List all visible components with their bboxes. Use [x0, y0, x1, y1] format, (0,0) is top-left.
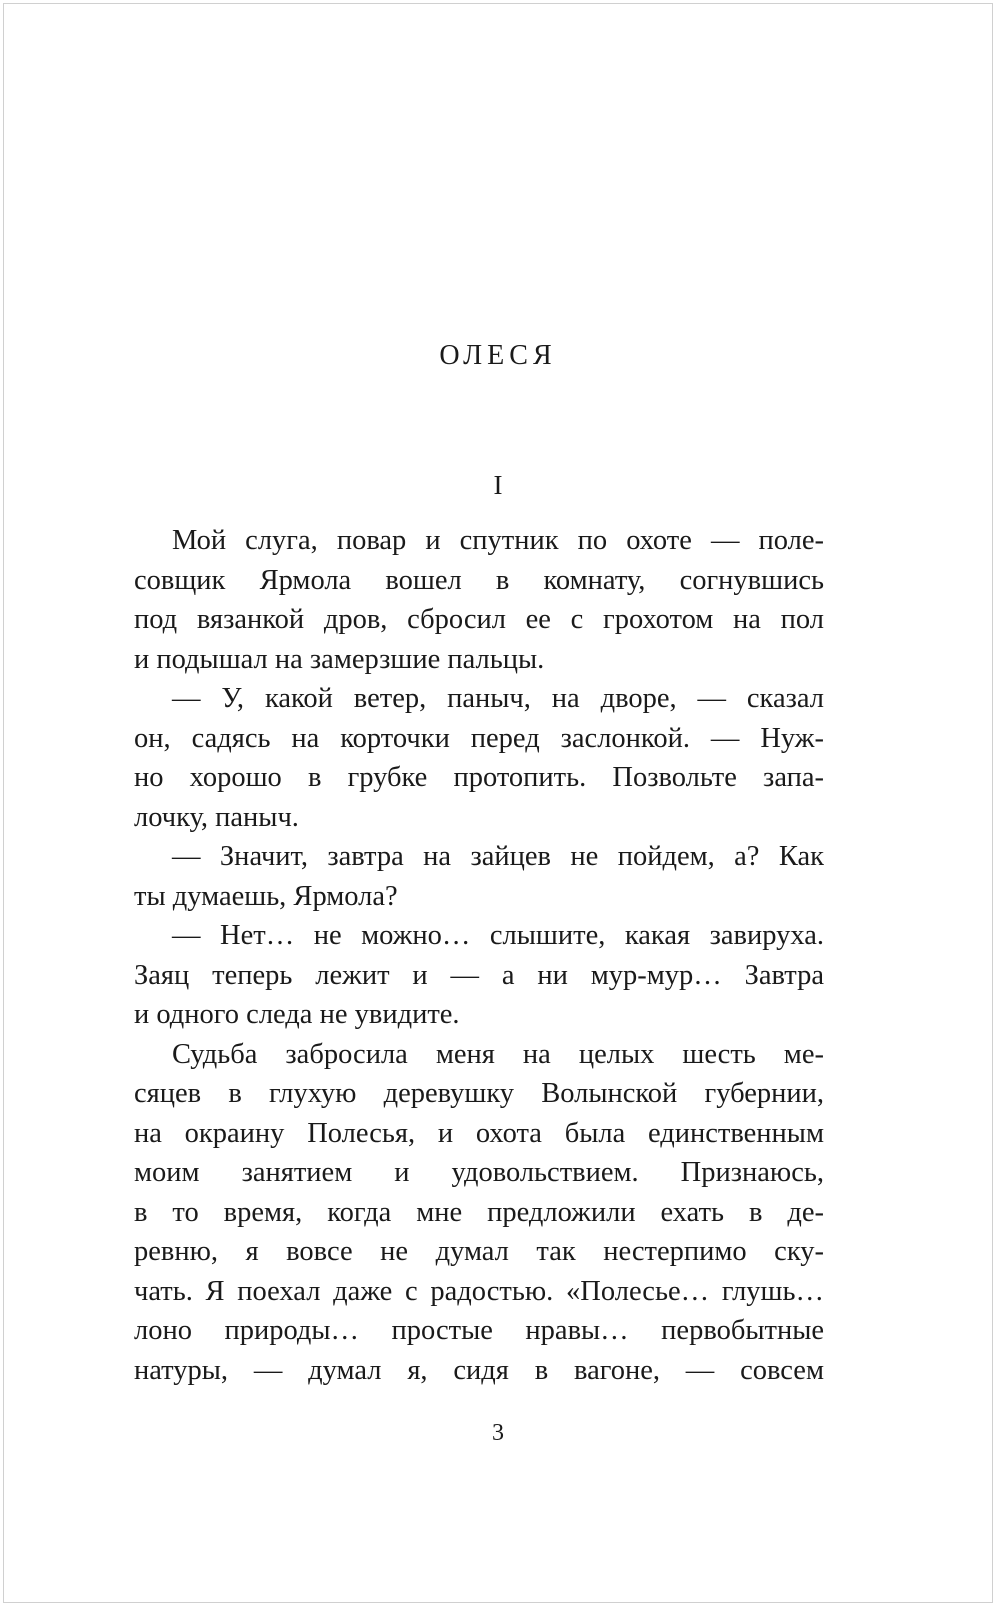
text-line: и подышал на замерзшие пальцы.	[134, 643, 545, 675]
text-line: лоно природы… простые нравы… первобытные	[134, 1315, 824, 1346]
text-line: — Значит, завтра на зайцев не пойдем, а? Как	[172, 841, 824, 872]
text-line: совщик Ярмола вошел в комнату, согнувшись	[134, 564, 824, 596]
text-line: сяцев в глухую деревушку Волынской губернии,	[134, 1078, 824, 1109]
chapter-number: I	[493, 470, 503, 500]
text-line: — Нет… не можно… слышите, какая завируха.	[172, 920, 824, 951]
text-line: — У, какой ветер, паныч, на дворе, — сказал	[172, 683, 824, 714]
text-line: Мой слуга, повар и спутник по охоте — поле-	[172, 525, 824, 556]
text-line: натуры, — думал я, сидя в вагоне, — совсем	[134, 1354, 824, 1386]
text-line: ревню, я вовсе не думал так нестерпимо ску-	[134, 1236, 824, 1267]
text-line: он, садясь на корточки перед заслонкой. — Нуж-	[134, 722, 824, 754]
page-number: 3	[492, 1420, 504, 1446]
text-line: в то время, когда мне предложили ехать в де-	[134, 1196, 824, 1228]
page	[3, 3, 993, 1603]
story-title: олеся	[439, 328, 557, 373]
text-line: Заяц теперь лежит и — а ни мур-мур… Завтра	[134, 959, 824, 991]
text-line: моим занятием и удовольствием. Признаюсь,	[134, 1157, 824, 1188]
text-line: и одного следа не увидите.	[134, 999, 460, 1030]
text-line: но хорошо в грубке протопить. Позвольте запа-	[134, 762, 824, 793]
text-line: ты думаешь, Ярмола?	[134, 880, 398, 912]
text-line: под вязанкой дров, сбросил ее с грохотом на пол	[134, 604, 824, 635]
text-line: чать. Я поехал даже с радостью. «Полесье… глушь…	[134, 1275, 824, 1307]
text-line: на окраину Полесья, и охота была единственным	[134, 1117, 824, 1149]
text-line: лочку, паныч.	[134, 801, 299, 833]
body-text	[134, 521, 824, 1390]
text-line: Судьба забросила меня на целых шесть ме-	[172, 1038, 824, 1070]
